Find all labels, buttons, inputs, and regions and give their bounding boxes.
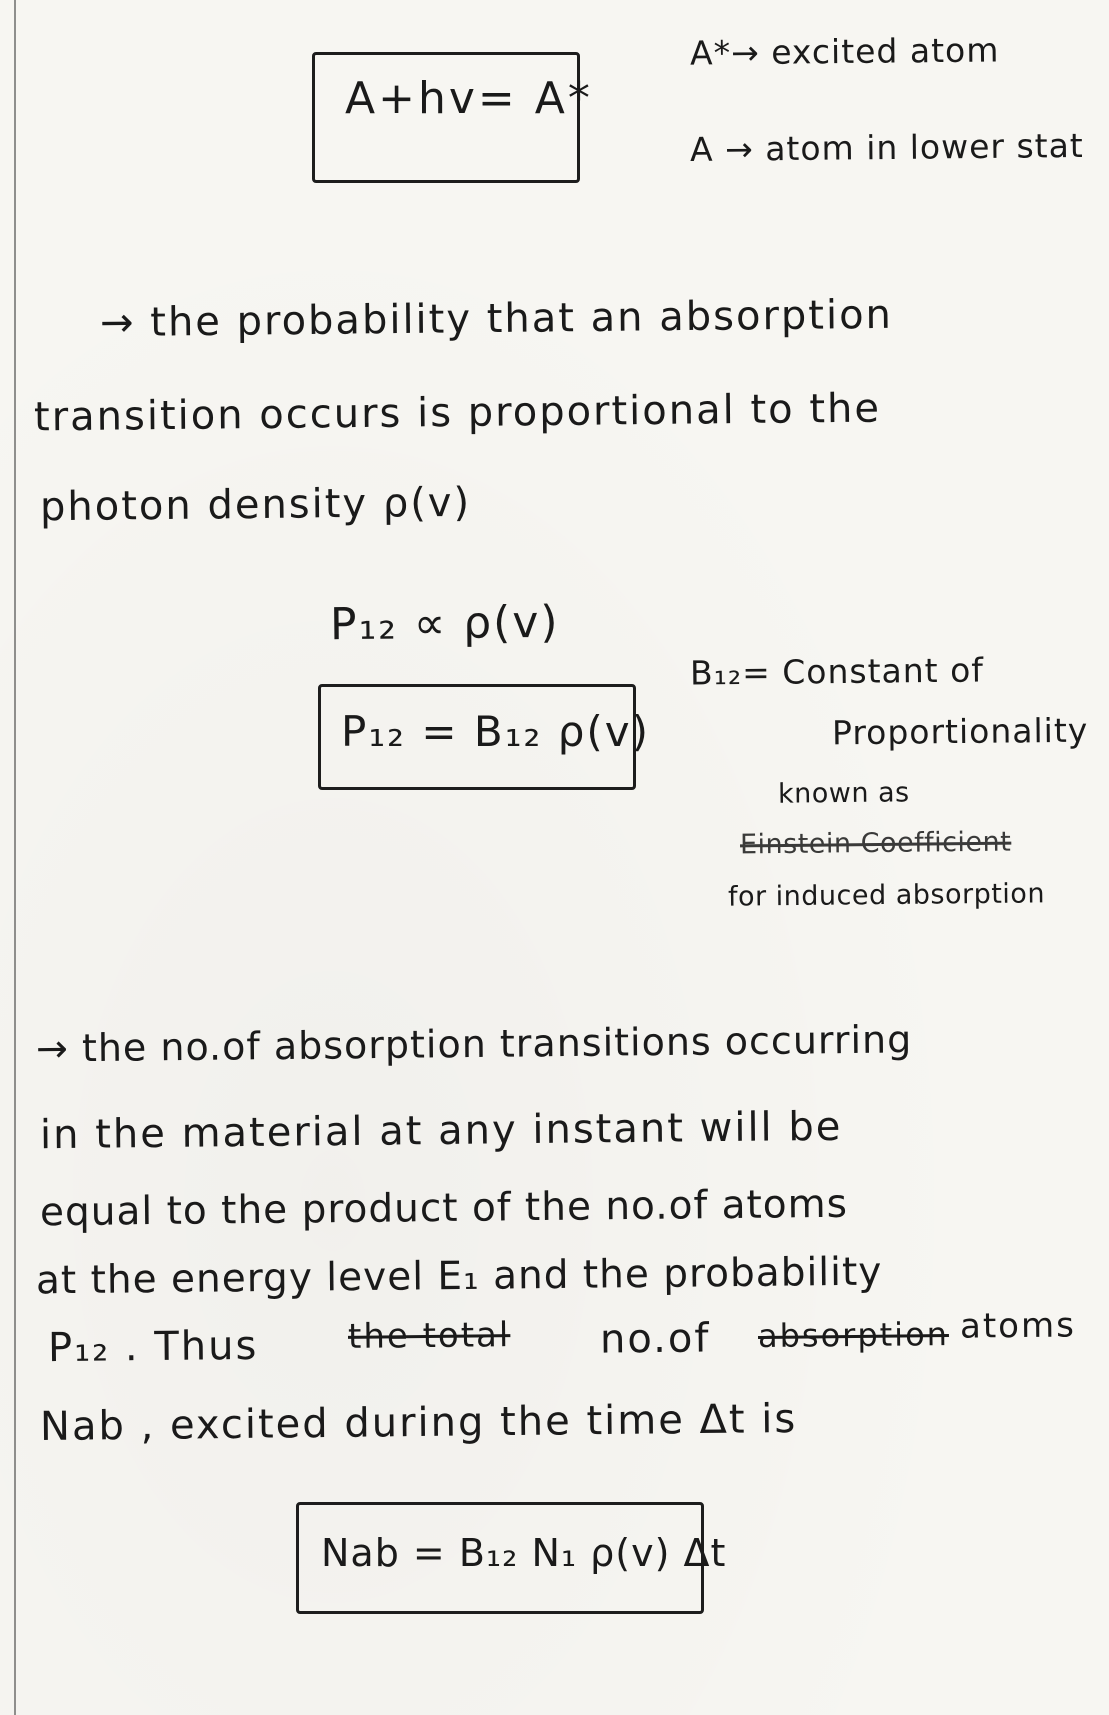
proportional-relation: P₁₂ ∝ ρ(v) [329, 596, 560, 651]
equation-nab: Nab = B₁₂ N₁ ρ(v) Δt [321, 1531, 727, 1575]
para2-line4: at the energy level E₁ and the probability [35, 1249, 883, 1304]
para2-line5-start: P₁₂ . Thus [47, 1322, 259, 1372]
para1-line1: → the probability that an absorption [99, 291, 894, 347]
page-margin-line [14, 0, 16, 1715]
equation-box-absorption [312, 52, 593, 183]
para2-line5-end: atoms [959, 1305, 1077, 1347]
para2-line1: → the no.of absorption transitions occurring [35, 1017, 913, 1071]
para2-struck-the-total: the total [347, 1315, 511, 1357]
equation-box-p12 [318, 684, 651, 790]
equation-box-nab [296, 1502, 727, 1614]
legend-excited-atom: A*→ excited atom [689, 30, 1000, 73]
para2-line6: Nab , excited during the time Δt is [39, 1396, 798, 1450]
equation-absorption: A+hv= A* [345, 73, 593, 124]
b12-note-line5: for induced absorption [727, 878, 1046, 913]
b12-note-line3: known as [777, 777, 910, 810]
para2-struck-absorption: absorption [757, 1315, 950, 1355]
b12-note-line4: Einstein Coefficient [739, 826, 1012, 861]
para1-line3: photon density ρ(v) [39, 479, 472, 531]
legend-lower-state-atom: A → atom in lower stat [689, 125, 1084, 170]
para1-line2: transition occurs is proportional to the [33, 385, 882, 441]
b12-note-line1: B₁₂= Constant of [689, 650, 985, 693]
para2-line2: in the material at any instant will be [39, 1103, 843, 1159]
para2-line5-mid: no.of [599, 1315, 711, 1363]
equation-p12: P₁₂ = B₁₂ ρ(v) [341, 707, 651, 756]
para2-line3: equal to the product of the no.of atoms [39, 1181, 849, 1236]
b12-note-line2: Proportionality [831, 710, 1089, 753]
